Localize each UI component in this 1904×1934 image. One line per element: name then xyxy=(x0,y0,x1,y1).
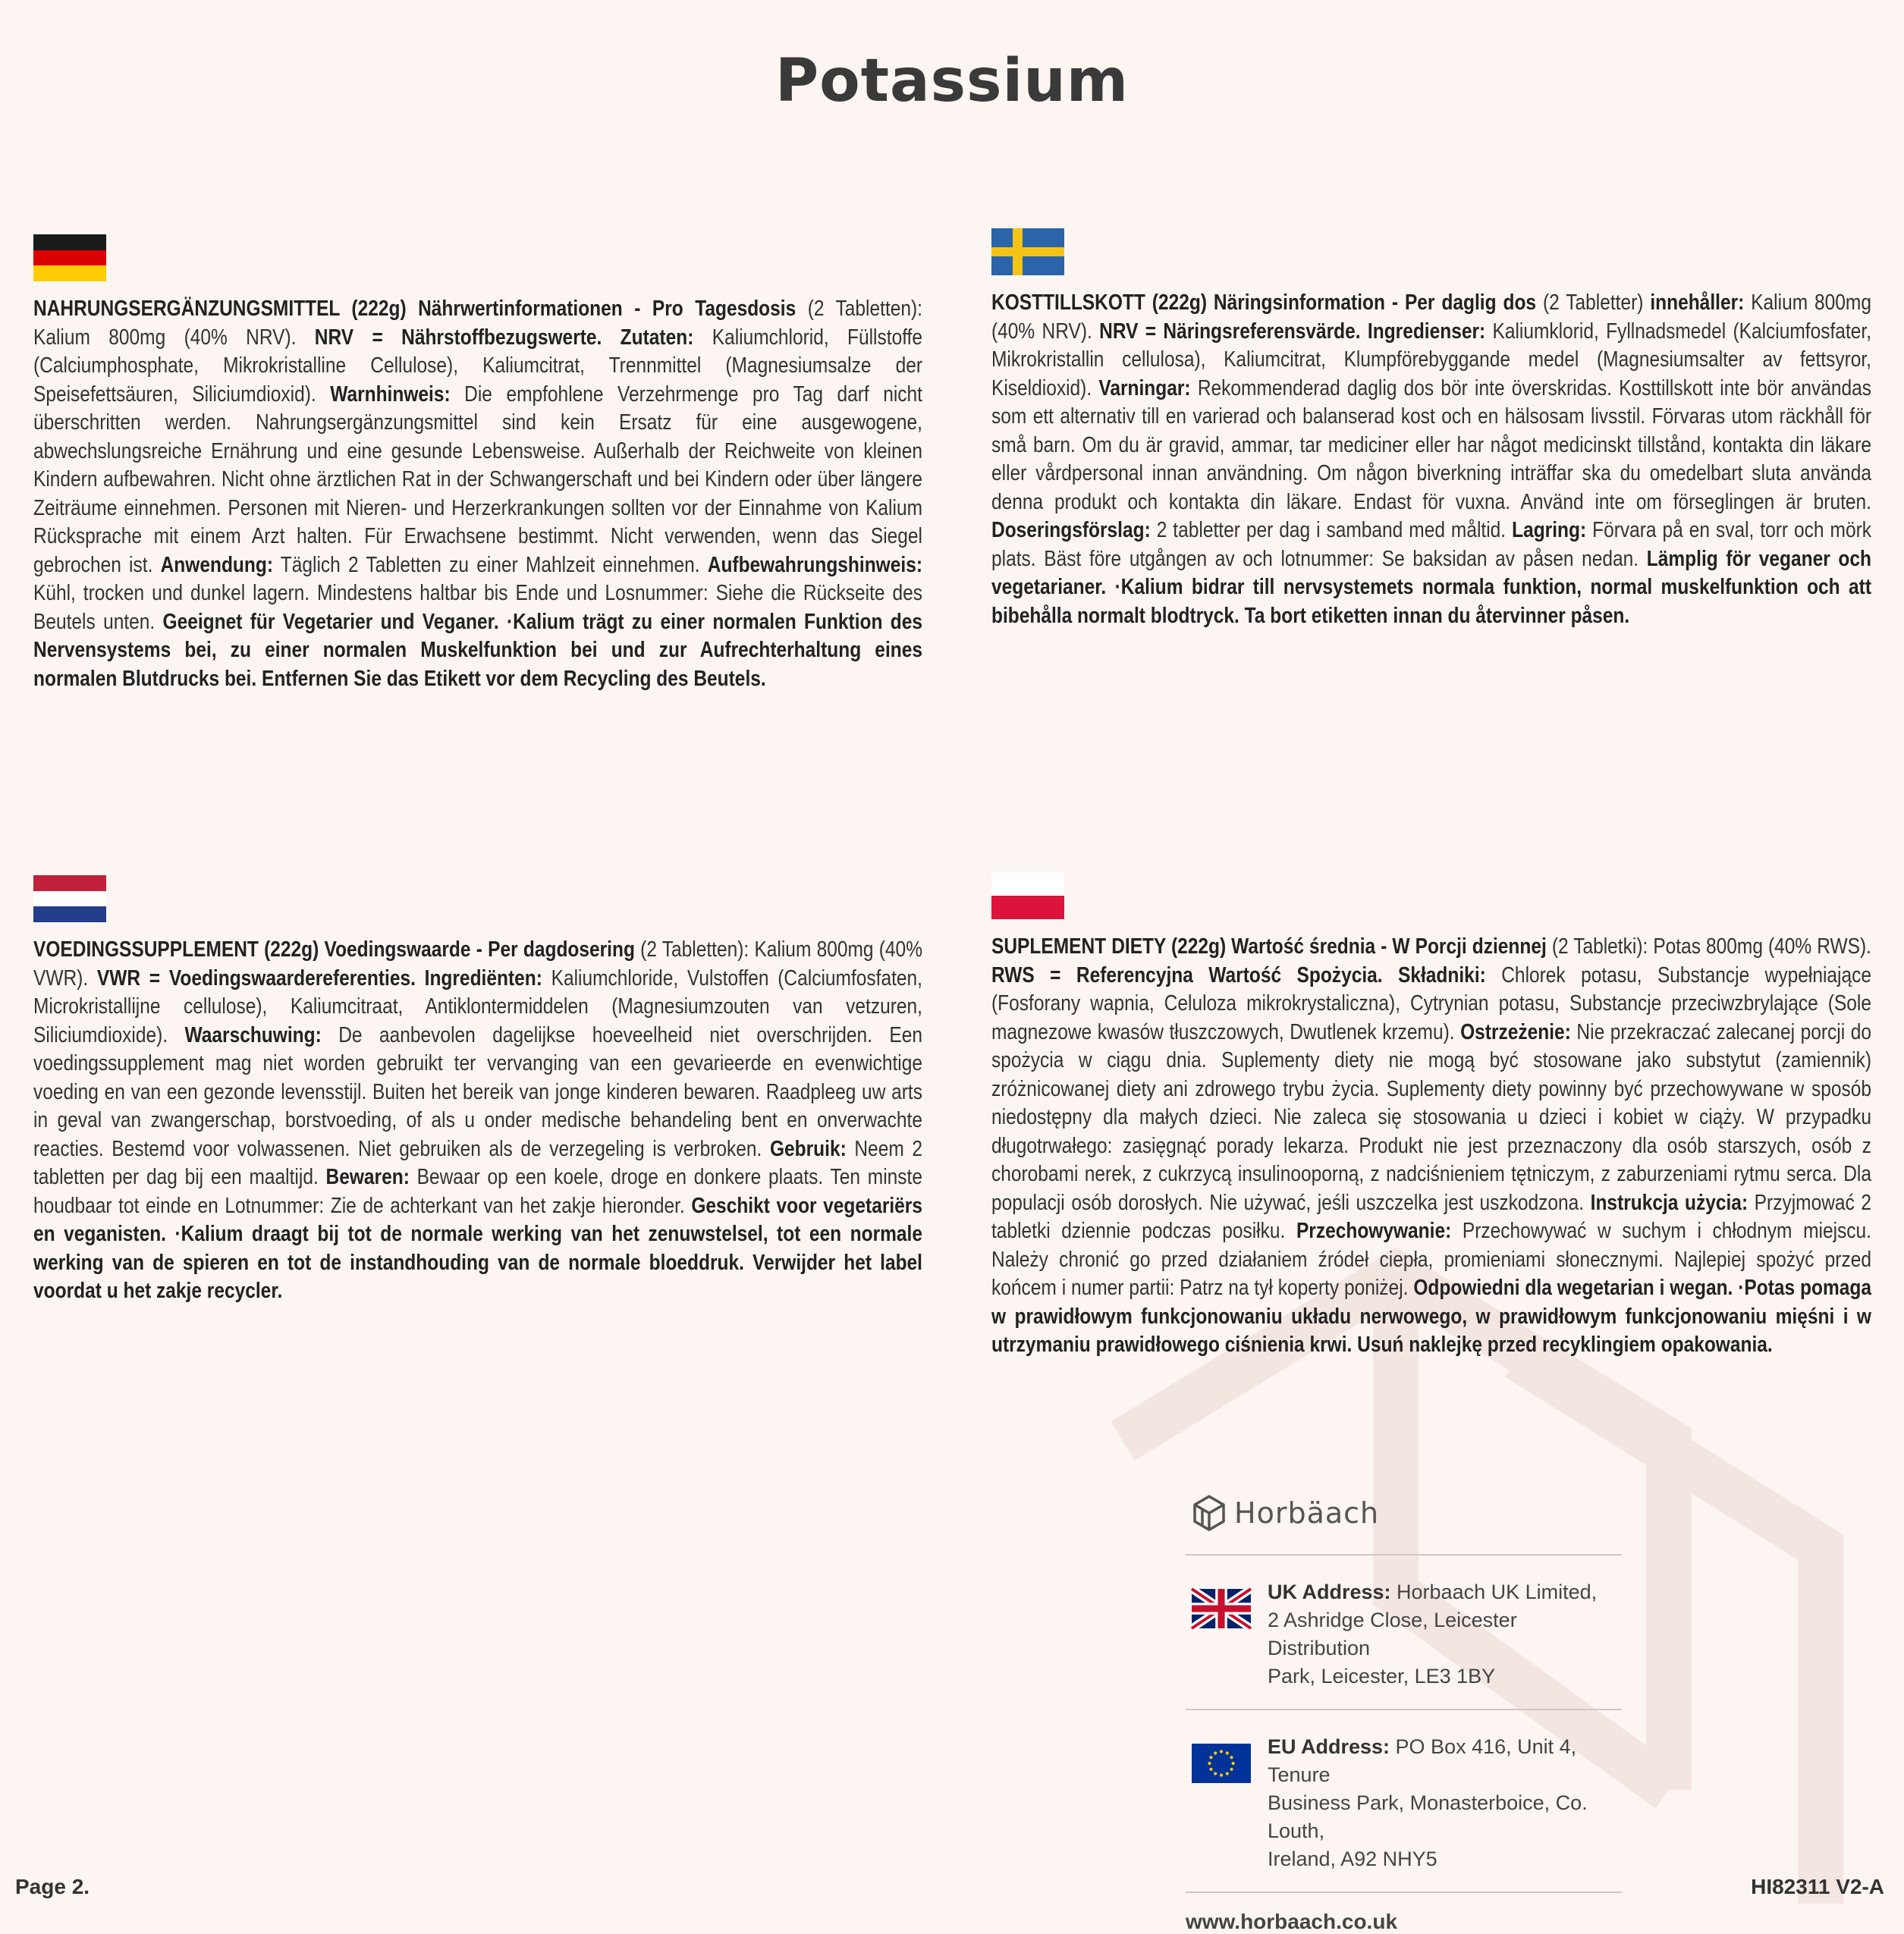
bold-run: Przechowywanie: xyxy=(1296,1219,1452,1243)
text-run: (2 Tabletten): Kalium 800mg (40% NRV). xyxy=(33,297,922,350)
bold-run: NAHRUNGSERGÄNZUNGSMITTEL (222g) Nährwertinformationen - Pro Tagesdosis xyxy=(33,297,796,321)
bold-run: Gebruik: xyxy=(769,1136,847,1161)
uk-flag-icon xyxy=(1192,1589,1251,1628)
bold-run: Odpowiedni dla wegetarian i wegan. ·Potas pomaga w prawidłowym funkcjonowaniu układu nerwowego, w prawidłowym funkcjonowaniu mięśni i w utrzymaniu prawidłowego ciśnienia krwi. Usuń naklejkę przed recyklingiem opakowania. xyxy=(991,1276,1871,1357)
bold-run: VOEDINGSSUPPLEMENT (222g) Voedingswaarde - Per dagdosering xyxy=(33,937,635,962)
page-title: Potassium xyxy=(774,47,1130,115)
bold-run: innehåller: xyxy=(1650,290,1745,315)
hexagon-cube-logo-icon xyxy=(1192,1494,1227,1532)
eu-address-line1: PO Box 416, Unit 4, Tenure xyxy=(1268,1735,1577,1786)
bold-run: Ostrzeżenie: xyxy=(1460,1019,1571,1044)
polish-label-text xyxy=(991,933,1871,1360)
text-run: Rekommenderad daglig dos bör inte överskridas. Kosttillskott inte bör användas som ett alternativ till en varierad och balanserad kost och en hälsosam livsstil. Förvaras utom räckhåll för små barn. Om du är gravid, ammar, tar mediciner eller har något medicinskt tillstånd, kontakta din läkare eller vårdpersonal innan användning. Om någon biverkning inträffar ska du omedelbart sluta använda denna produkt och kontakta din läkare. Endast för vuxna. Använd inte om förseglingen är bruten. xyxy=(991,375,1871,514)
brand-name: Horbäach xyxy=(1234,1496,1380,1530)
uk-address xyxy=(1186,1556,1622,1709)
eu-flag-icon xyxy=(1192,1744,1251,1783)
uk-address-label: UK Address: xyxy=(1268,1581,1391,1603)
eu-address-label: EU Address: xyxy=(1268,1735,1390,1758)
text-run: Förvara på en sval, torr och mörk plats. Bäst före utgången av och lotnummer: Se baksidan av påsen nedan. xyxy=(991,518,1872,571)
bold-run: Varningar: xyxy=(1098,375,1191,400)
uk-address-line1: Horbaach UK Limited, xyxy=(1390,1581,1598,1603)
netherlands-flag-icon xyxy=(33,875,106,922)
bold-run: Warnhinweis: xyxy=(330,381,451,407)
section-dutch xyxy=(33,875,922,1306)
poland-flag-icon xyxy=(991,872,1064,919)
bold-run: Lämplig för veganer och vegetarianer. ·Kalium bidrar till nervsystemets normala funktion, normal muskelfunktion och att bibehålla normalt blodtryck. Ta bort etiketten innan du återvinner påsen. xyxy=(991,546,1871,628)
text-run: Kaliumchloride, Vulstoffen (Calciumfosfaten, Microkristallijne cellulose), Kaliumcitraat, Antiklontermiddelen (Magnesiumzouten van vetzuren, Siliciumdioxide). xyxy=(33,965,922,1047)
bold-run: Anwendung: xyxy=(160,552,273,577)
text-run: Chlorek potasu, Substancje wypełniające (Fosforany wapnia, Celuloza mikrokrystaliczna), Cytrynian potasu, Substancje przeciwzbrylające (Sole magnezowe kwasów tłuszczowych, Dwutlenek krzemu). xyxy=(991,962,1872,1044)
swedish-label-text xyxy=(991,289,1871,630)
section-german xyxy=(33,234,922,693)
bold-run: NRV = Näringsreferensvärde. Ingredienser: xyxy=(1099,319,1486,344)
uk-address-line3: Park, Leicester, LE3 1BY xyxy=(1268,1665,1496,1688)
bold-run: Doseringsförslag: xyxy=(991,518,1151,542)
text-run: 2 tabletter per dag i samband med måltid. xyxy=(1150,518,1513,542)
germany-flag-icon xyxy=(33,234,106,281)
text-run: Nie przekraczać zalecanej porcji do spożycia w ciągu dnia. Suplementy diety nie mogą być stosowane jako substytut (zamiennik) zróżnicowanej diety ani zdrowego trybu życia. Suplementy diety powinny być przechowywane w sposób niedostępny dla małych dzieci. Nie zaleca się stosowania u dzieci i kobiet w ciąży. W przypadku długotrwałego: zasięgnąć porady lekarza. Produkt nie jest przeznaczony dla osób starszych, osób z chorobami nerek, z cukrzycą insulinooporną, z nadciśnieniem tętniczym, z zaburzeniami rytmu serca. Dla populacji osób dorosłych. Nie używać, jeśli uszczelka jest uszkodzona. xyxy=(991,1019,1871,1215)
bold-run: Geeignet für Vegetarier und Veganer. ·Kalium trägt zu einer normalen Funktion des Nervensystems bei, zu einer normalen Muskelfunktion bei und zur Aufrechterhaltung eines normalen Blutdrucks bei. Entfernen Sie das Etikett vor dem Recycling des Beutels. xyxy=(33,609,923,691)
text-run: Kaliumklorid, Fyllnadsmedel (Kalciumfosfater, Mikrokristallin cellulosa), Kaliumcitrat, Klumpförebyggande medel (Magnesiumsalter av fettsyror, Kiseldioxid). xyxy=(991,319,1872,400)
sweden-flag-icon xyxy=(991,228,1064,275)
text-run: Przyjmować 2 tabletki dziennie podczas posiłku. xyxy=(991,1190,1871,1243)
divider xyxy=(1186,1892,1622,1893)
text-run: Neem 2 tabletten per dag bij een maaltijd. xyxy=(33,1136,922,1189)
bold-run: Bewaren: xyxy=(325,1165,410,1189)
section-polish xyxy=(991,872,1871,1360)
contact-block xyxy=(1186,1490,1622,1934)
german-label-text xyxy=(33,295,922,693)
page-number: Page 2. xyxy=(15,1875,90,1898)
bold-run: VWR = Voedingswaardereferenties. Ingrediënten: xyxy=(96,965,542,991)
dutch-label-text xyxy=(33,936,922,1306)
eu-address-line2: Business Park, Monasterboice, Co. Louth, xyxy=(1268,1791,1588,1842)
bold-run: SUPLEMENT DIETY (222g) Wartość średnia - W Porcji dziennej xyxy=(991,934,1547,959)
text-run: Kühl, trocken und dunkel lagern. Mindestens haltbar bis Ende und Losnummer: Siehe die Rückseite des Beutels unten. xyxy=(33,581,922,634)
text-run: Przechowywać w suchym i chłodnym miejscu. Należy chronić go przed działaniem źródeł ciepła, promieniami słonecznymi. Najlepiej spożyć przed końcem i numer partii: Patrz na tył koperty poniżej. xyxy=(991,1219,1871,1300)
bold-run: Waarschuwing: xyxy=(184,1022,322,1047)
bold-run: NRV = Nährstoffbezugswerte. Zutaten: xyxy=(314,325,694,350)
product-code: HI82311 V2-A xyxy=(1751,1875,1884,1898)
text-run: Bewaar op een koele, droge en donkere plaats. Ten minste houdbaar tot einde en Lotnummer: Zie de achterkant van het zakje hieronder. xyxy=(33,1165,922,1218)
bold-run: Lagring: xyxy=(1512,518,1587,542)
text-run: (2 Tabletki): Potas 800mg (40% RWS). xyxy=(1546,934,1871,959)
website-link[interactable]: www.horbaach.co.uk xyxy=(1186,1910,1398,1933)
eu-address xyxy=(1186,1710,1622,1892)
eu-address-line3: Ireland, A92 NHY5 xyxy=(1268,1848,1437,1870)
brand-logo xyxy=(1186,1490,1622,1536)
text-run: Kaliumchlorid, Füllstoffe (Calciumphosphate, Mikrokristalline Cellulose), Kaliumcitrat, Trennmittel (Magnesiumsalze der Speisefettsäuren, Siliciumdioxid). xyxy=(33,325,923,407)
bold-run: Aufbewahrungshinweis: xyxy=(707,552,922,577)
text-run: De aanbevolen dagelijkse hoeveelheid niet overschrijden. Een voedingssupplement mag niet worden gebruikt ter vervanging van een gevarieerde en evenwichtige voeding en van een gezonde levensstijl. Buiten het bereik van jonge kinderen bewaren. Raadpleeg uw arts in geval van zwangerschap, borstvoeding, of als u onder medische behandeling bent en onverwachte reacties. Bestemd voor volwassenen. Niet gebruiken als de verzegeling is verbroken. xyxy=(33,1022,922,1161)
uk-address-line2: 2 Ashridge Close, Leicester Distribution xyxy=(1268,1609,1517,1659)
text-run: Täglich 2 Tabletten zu einer Mahlzeit einnehmen. xyxy=(272,552,708,577)
text-run: Die empfohlene Verzehrmenge pro Tag darf nicht überschritten werden. Nahrungsergänzungsmittel sind kein Ersatz für eine ausgewogene, abwechslungsreiche Ernährung und eine gesunde Lebensweise. Außerhalb der Reichweite von kleinen Kindern aufbewahren. Nicht ohne ärztlichen Rat in der Schwangerschaft und bei Kindern oder über längere Zeiträume einnehmen. Personen mit Nieren- und Herzerkrankungen sollten vor der Einnahme von Kalium Rücksprache mit einem Arzt halten. Für Erwachsene bestimmt. Nicht verwenden, wenn das Siegel gebrochen ist. xyxy=(33,381,922,577)
text-run: (2 Tabletter) xyxy=(1536,290,1651,315)
bold-run: KOSTTILLSKOTT (222g) Näringsinformation - Per daglig dos xyxy=(991,290,1537,315)
text-run: (2 Tabletten): Kalium 800mg (40% VWR). xyxy=(33,937,922,991)
bold-run: RWS = Referencyjna Wartość Spożycia. Składniki: xyxy=(991,962,1486,987)
bold-run: Geschikt voor vegetariërs en veganisten. ·Kalium draagt bij tot de normale werking van het zenuwstelsel, tot een normale werking van de spieren en tot de instandhouding van de normale bloeddruk. Verwijder het label voordat u het zakje recycler. xyxy=(33,1193,922,1303)
section-swedish xyxy=(991,228,1871,630)
bold-run: Instrukcja użycia: xyxy=(1590,1190,1748,1215)
text-run: Kalium 800mg (40% NRV). xyxy=(991,290,1871,344)
